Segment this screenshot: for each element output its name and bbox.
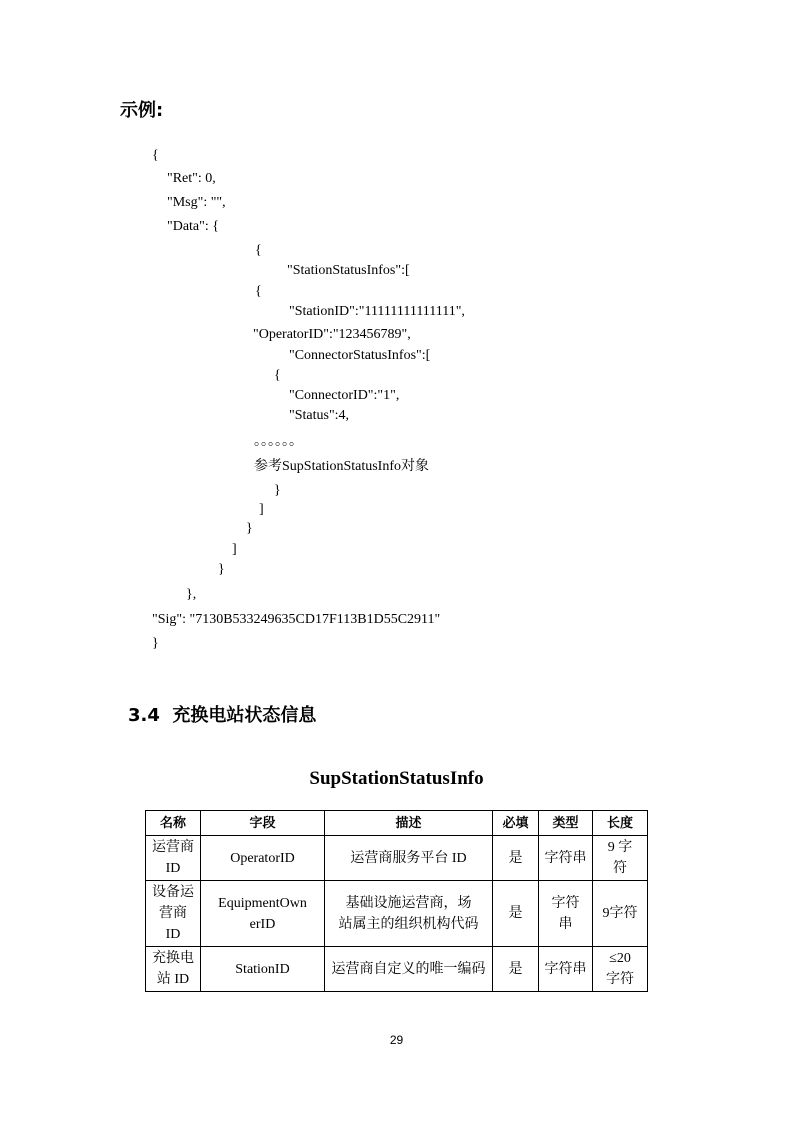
table-cell: 充换电 站 ID — [146, 947, 201, 992]
code-line: } — [246, 521, 253, 536]
table-row — [146, 881, 648, 947]
table-cell: 9 字 符 — [593, 836, 648, 881]
code-line: 参考SupStationStatusInfo对象 — [254, 459, 430, 474]
code-line: }, — [186, 587, 197, 602]
code-line: { — [255, 243, 262, 258]
table-cell: 是 — [493, 836, 539, 881]
header-cell: 字段 — [201, 811, 325, 836]
table-cell: 9字符 — [593, 881, 648, 947]
table-cell: 运营商 ID — [146, 836, 201, 881]
table-cell: EquipmentOwn erID — [201, 881, 325, 947]
code-line: "Data": { — [167, 219, 219, 234]
table-cell: 运营商服务平台 ID — [325, 836, 493, 881]
station-status-info-table — [145, 810, 648, 992]
table-cell: 是 — [493, 947, 539, 992]
code-line: "StationID":"11111111111111", — [289, 304, 465, 319]
table-cell: OperatorID — [201, 836, 325, 881]
table-cell: 运营商自定义的唯一编码 — [325, 947, 493, 992]
code-line: "StationStatusInfos":[ — [287, 263, 410, 278]
table-title: SupStationStatusInfo — [309, 768, 484, 789]
code-line: "Sig": "7130B533249635CD17F113B1D55C2911" — [152, 612, 441, 627]
code-line: "ConnectorStatusInfos":[ — [289, 348, 431, 363]
section-heading: 3.4 充换电站状态信息 — [128, 705, 317, 726]
code-line: "OperatorID":"123456789", — [253, 327, 411, 342]
header-cell: 名称 — [146, 811, 201, 836]
code-line: { — [152, 148, 159, 163]
table-cell: 字符串 — [539, 947, 593, 992]
code-line: 。。。。。。 — [254, 434, 303, 449]
table-cell: 基础设施运营商，场 站属主的组织机构代码 — [325, 881, 493, 947]
header-cell: 类型 — [539, 811, 593, 836]
table-cell: 是 — [493, 881, 539, 947]
page-number: 29 — [389, 1033, 404, 1047]
table-row — [146, 836, 648, 881]
table-cell: StationID — [201, 947, 325, 992]
table-row — [146, 947, 648, 992]
code-line: ] — [232, 542, 237, 557]
code-line: } — [152, 636, 159, 651]
header-cell: 长度 — [593, 811, 648, 836]
code-line: "Status":4, — [289, 408, 350, 423]
code-line: "Msg": "", — [167, 195, 226, 210]
table-cell: 字符 串 — [539, 881, 593, 947]
code-line: } — [218, 562, 225, 577]
table-header-row — [146, 811, 648, 836]
table-cell: ≤20 字符 — [593, 947, 648, 992]
code-line: } — [274, 483, 281, 498]
code-line: { — [274, 368, 281, 383]
header-cell: 描述 — [325, 811, 493, 836]
table-cell: 设备运 营商 ID — [146, 881, 201, 947]
example-heading: 示例: — [120, 100, 164, 121]
code-line: "Ret": 0, — [167, 171, 216, 186]
code-line: { — [255, 284, 262, 299]
table-cell: 字符串 — [539, 836, 593, 881]
header-cell: 必填 — [493, 811, 539, 836]
code-line: ] — [259, 502, 264, 517]
code-line: "ConnectorID":"1", — [289, 388, 400, 403]
